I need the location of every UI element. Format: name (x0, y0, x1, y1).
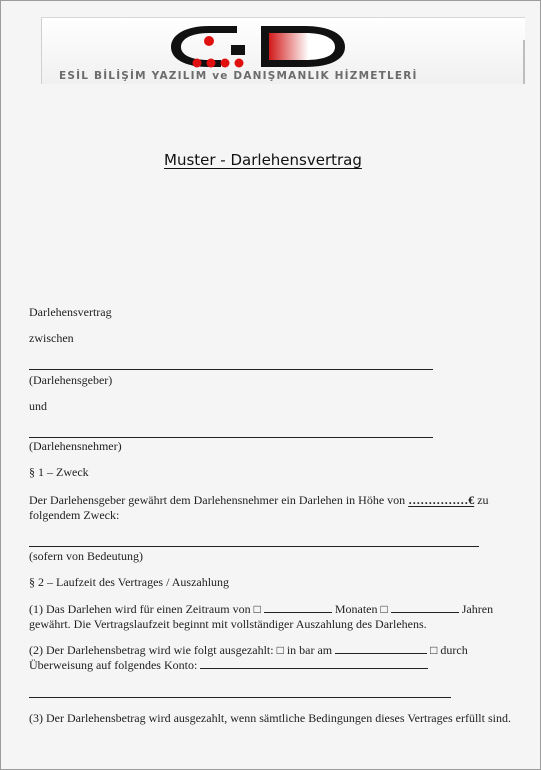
years-blank (391, 601, 459, 613)
letterhead (41, 17, 525, 84)
paragraph2-line1 (29, 642, 468, 658)
section1-zu: zu (477, 493, 489, 507)
cash-checkbox-icon: □ (276, 643, 284, 657)
company-logo (165, 23, 349, 73)
transfer-checkbox-icon: □ (430, 643, 438, 657)
account-label: Überweisung auf folgendes Konto: (29, 658, 198, 672)
transfer-label: durch (440, 643, 468, 657)
lender-label: (Darlehensgeber) (29, 373, 113, 387)
paragraph2-line2 (29, 657, 428, 673)
contract-heading: Darlehensvertrag (29, 305, 112, 319)
paragraph3: (3) Der Darlehensbetrag wird ausgezahlt, wenn sämtliche Bedingungen dieses Vertrages erfüllt sind. (29, 711, 511, 725)
paragraph1-line2: gewährt. Die Vertragslaufzeit beginnt mit vollständiger Auszahlung des Darlehens. (29, 617, 427, 631)
paragraph2-text: (2) Der Darlehensbetrag wird wie folgt ausgezahlt: (29, 643, 274, 657)
account-line (29, 697, 451, 698)
section1-title: § 1 – Zweck (29, 465, 89, 479)
letterhead-left-rule (41, 18, 42, 84)
and-text: und (29, 399, 47, 413)
section1-text-line1 (29, 492, 489, 508)
years-label: Jahren (461, 602, 494, 616)
purpose-line (29, 546, 479, 547)
months-checkbox-icon: □ (253, 602, 261, 616)
between-text: zwischen (29, 331, 74, 345)
months-blank (264, 601, 332, 613)
lender-signature-line (29, 369, 433, 370)
paragraph1-line1 (29, 601, 493, 617)
account-blank (200, 657, 428, 669)
paragraph1-text: (1) Das Darlehen wird für einen Zeitraum von (29, 602, 251, 616)
document-title: Muster - Darlehensvertrag (164, 151, 362, 169)
months-label: Monaten (334, 602, 378, 616)
years-checkbox-icon: □ (380, 602, 388, 616)
company-name: ESİL BİLİŞİM YAZILIM ve DANIŞMANLIK HİZMETLERİ (59, 70, 418, 82)
letterhead-right-rule (523, 40, 525, 84)
borrower-label: (Darlehensnehmer) (29, 439, 122, 453)
section1-text: Der Darlehensgeber gewährt dem Darlehensnehmer ein Darlehen in Höhe von (29, 493, 406, 507)
loan-amount-field: ……………€ (408, 493, 475, 507)
section1-note: (sofern von Bedeutung) (29, 549, 143, 563)
cash-date-blank (335, 642, 427, 654)
section1-text-line2: folgendem Zweck: (29, 508, 120, 522)
section2-title: § 2 – Laufzeit des Vertrages / Auszahlung (29, 575, 230, 589)
cash-label: in bar am (286, 643, 333, 657)
